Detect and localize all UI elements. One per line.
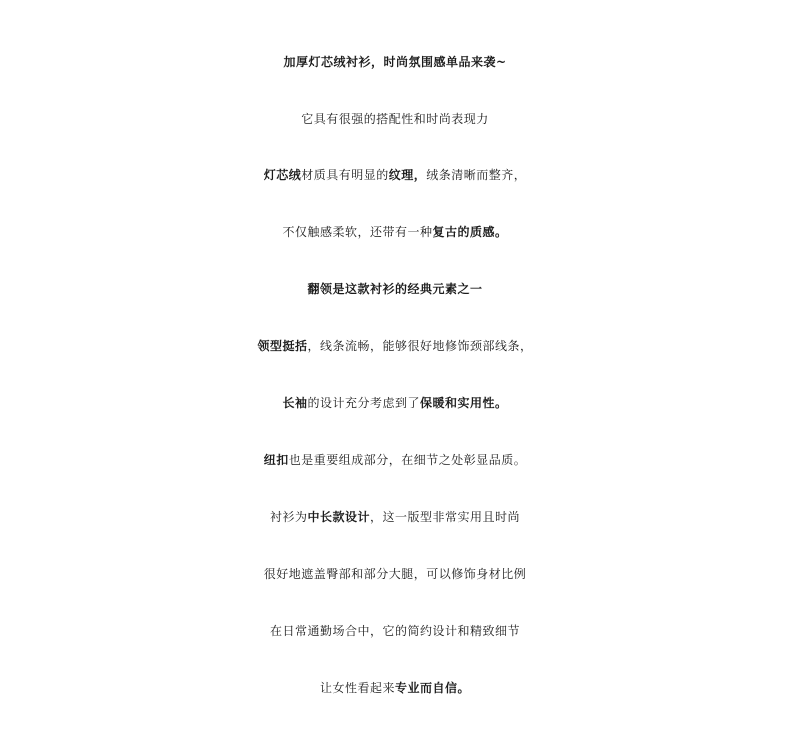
text-segment: 加厚灯芯绒衬衫，时尚氛围感单品来袭~ [283,55,507,69]
text-line-9 [0,497,790,537]
text-line-10 [0,554,790,594]
text-segment: 材质具有明显的 [301,168,389,182]
text-segment: 在日常通勤场合中，它的简约设计和精致细节 [269,624,520,638]
text-segment: ，这一版型非常实用且时尚 [370,510,521,524]
text-segment: 灯芯绒 [263,168,302,182]
text-line-11 [0,611,790,651]
text-segment: 也是重要组成部分，在细节之处彰显品质。 [288,453,527,467]
text-segment: 翻领是这款衬衫的经典元素之一 [307,282,483,296]
text-segment: 纽扣 [263,453,289,467]
text-segment: 纹理， [388,168,427,182]
text-line-7 [0,383,790,423]
text-line-2 [0,99,790,139]
text-line-3 [0,155,790,195]
text-segment: 很好地遮盖臀部和部分大腿，可以修饰身材比例 [263,567,527,581]
text-line-8 [0,440,790,480]
text-segment: 长袖 [282,396,308,410]
text-line-5 [0,269,790,309]
text-segment: 的设计充分考虑到了 [307,396,420,410]
text-segment: 专业而自信。 [395,681,471,695]
text-segment: 中长款设计 [307,510,370,524]
text-segment: 领型挺括 [257,339,308,353]
text-line-6 [0,326,790,366]
text-segment: 不仅触感柔软，还带有一种 [282,225,433,239]
text-segment: 保暖和实用性。 [420,396,508,410]
text-segment: 它具有很强的搭配性和时尚表现力 [301,112,489,126]
text-segment: 衬衫为 [269,510,308,524]
text-segment: 复古的质感。 [432,225,508,239]
text-segment: 让女性看起来 [319,681,395,695]
text-line-4 [0,212,790,252]
text-segment: ，线条流畅，能够很好地修饰颈部线条， [307,339,533,353]
text-line-1 [0,42,790,82]
text-segment: 绒条清晰而整齐， [426,168,527,182]
text-line-12 [0,668,790,708]
